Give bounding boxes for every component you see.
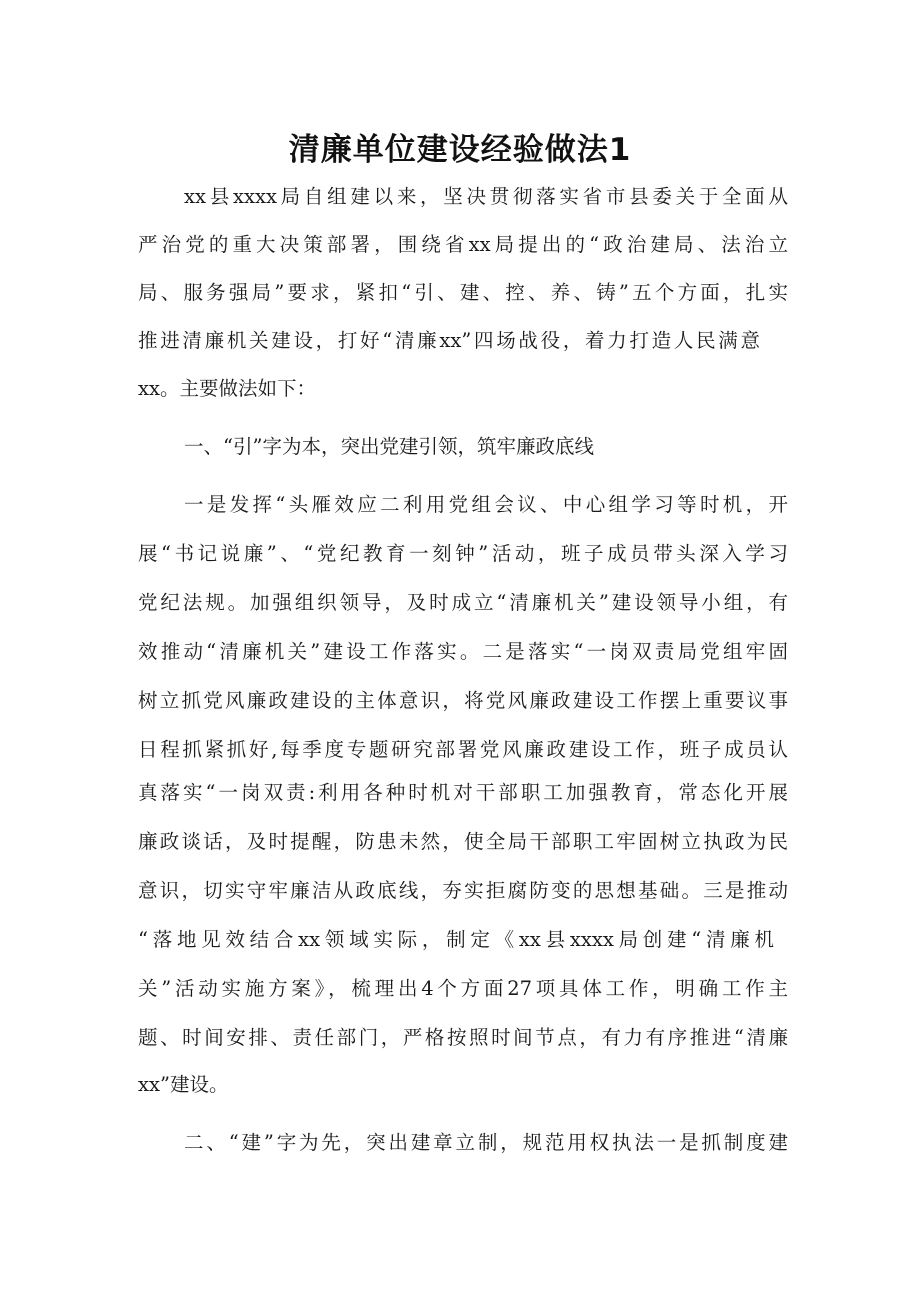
paragraph-1-line-3: 局、服务强局”要求，紧扣“引、建、控、养、铸”五个方面，扎实 (138, 281, 788, 304)
paragraph-2-line-12: 题、时间安排、责任部门，严格按照时间节点，有力有序推进“清廉 (138, 1026, 788, 1049)
paragraph-2-line-3: 党纪法规。加强组织领导，及时成立“清廉机关”建设领导小组，有 (138, 591, 788, 614)
paragraph-1-line-5: xx。主要做法如下： (138, 377, 316, 400)
paragraph-2-line-11: 关”活动实施方案》，梳理出4个方面27项具体工作，明确工作主 (138, 977, 788, 1000)
paragraph-2-line-10: “落地见效结合xx领域实际，制定《xx县xxxx局创建“清廉机 (138, 928, 774, 951)
paragraph-1-line-1: xx县xxxx局自组建以来，坚决贯彻落实省市县委关于全面从 (184, 185, 788, 208)
paragraph-2-line-6: 日程抓紧抓好,每季度专题研究部署党风廉政建设工作，班子成员认 (138, 738, 788, 761)
paragraph-2-line-2: 展“书记说廉”、“党纪教育一刻钟”活动，班子成员带头深入学习 (138, 542, 788, 565)
paragraph-1-line-2: 严治党的重大决策部署，围绕省xx局提出的“政治建局、法治立 (138, 233, 788, 256)
paragraph-2-line-4: 效推动“清廉机关”建设工作落实。二是落实“一岗双责局党组牢固 (138, 640, 788, 663)
paragraph-2-line-9: 意识，切实守牢廉洁从政底线，夯实拒腐防变的思想基础。三是推动 (138, 879, 788, 902)
paragraph-2-line-7: 真落实“一岗双责:利用各种时机对干部职工加强教育，常态化开展 (138, 781, 788, 804)
document-title: 清廉单位建设经验做法1 (288, 132, 632, 168)
paragraph-2-line-1: 一是发挥“头雁效应二利用党组会议、中心组学习等时机，开 (184, 493, 788, 516)
paragraph-2-line-13: xx”建设。 (138, 1073, 229, 1096)
section-heading-2: 二、“建”字为先，突出建章立制，规范用权执法一是抓制度建 (184, 1131, 788, 1154)
paragraph-1-line-4: 推进清廉机关建设，打好“清廉xx”四场战役，着力打造人民满意 (138, 329, 760, 352)
paragraph-2-line-5: 树立抓党风廉政建设的主体意识，将党风廉政建设工作摆上重要议事 (138, 689, 788, 712)
section-heading-1: 一、“引”字为本，突出党建引领，筑牢廉政底线 (184, 435, 594, 458)
paragraph-2-line-8: 廉政谈话，及时提醒，防患未然，使全局干部职工牢固树立执政为民 (138, 830, 788, 853)
